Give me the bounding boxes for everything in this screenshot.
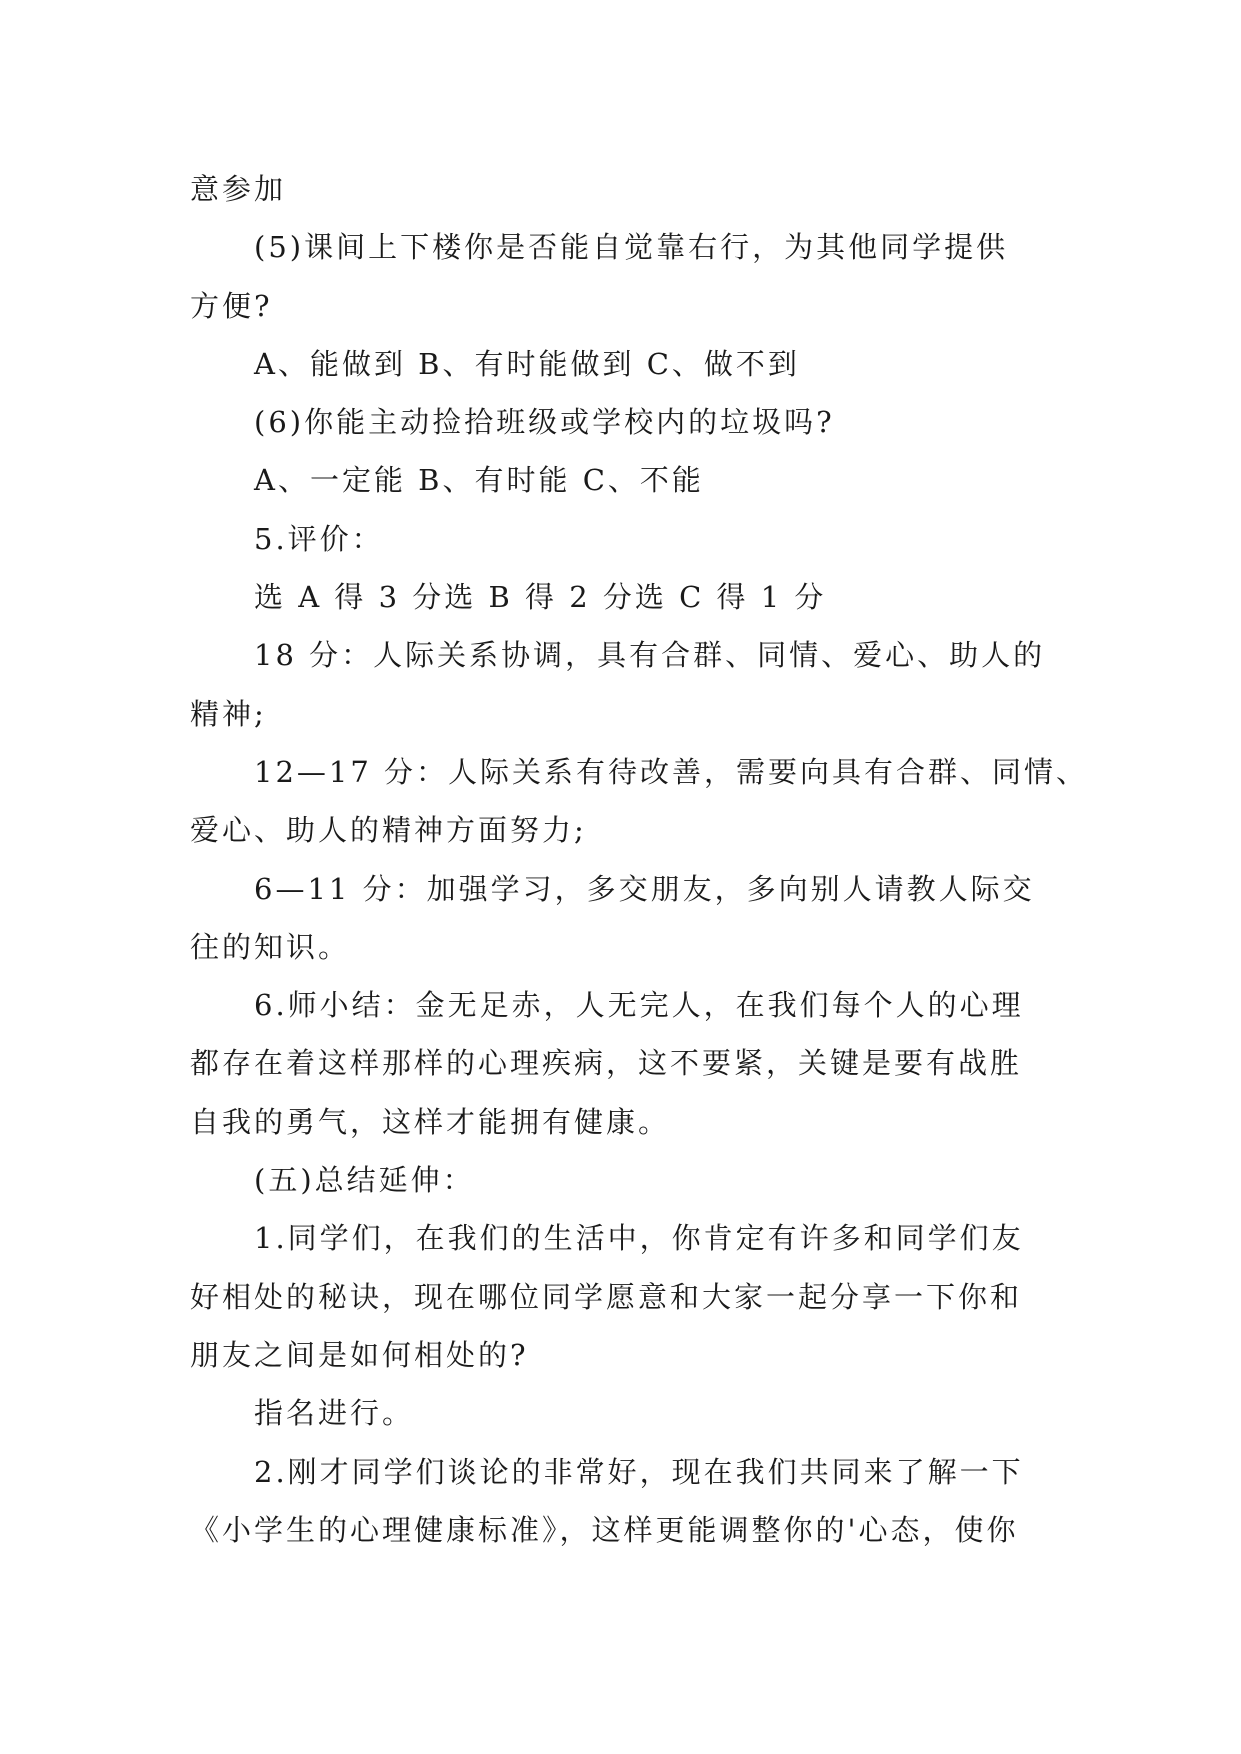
text-line: 5.评价： [254,521,384,556]
text-line: 好相处的秘诀，现在哪位同学愿意和大家一起分享一下你和 [190,1279,1023,1314]
text-line: 18 分：人际关系协调，具有合群、同情、爱心、助人的 [254,638,1046,673]
text-line: 选 A 得 3 分选 B 得 2 分选 C 得 1 分 [254,580,827,615]
text-line: 6—11 分：加强学习，多交朋友，多向别人请教人际交 [254,871,1035,906]
text-line: 意参加 [190,172,287,206]
text-line: A、能做到 B、有时能做到 C、做不到 [254,346,800,381]
text-line: A、一定能 B、有时能 C、不能 [254,463,704,498]
text-line: 1.同学们，在我们的生活中，你肯定有许多和同学们友 [254,1221,1024,1256]
text-line: 自我的勇气，这样才能拥有健康。 [190,1104,671,1139]
text-line: 朋友之间是如何相处的? [190,1337,529,1372]
text-line: 12—17 分：人际关系有待改善，需要向具有合群、同情、 [254,754,1089,789]
text-line: 方便? [190,288,273,323]
text-line: 2.刚才同学们谈论的非常好，现在我们共同来了解一下 [254,1454,1024,1489]
text-line: 往的知识。 [190,929,351,964]
text-line: (6)你能主动捡拾班级或学校内的垃圾吗? [254,405,835,440]
document-body [190,160,1089,1559]
text-line: 精神; [190,696,267,731]
text-line: (五)总结延伸： [254,1163,475,1198]
text-line: (5)课间上下楼你是否能自觉靠右行，为其他同学提供 [254,230,1009,265]
text-line: 爱心、助人的精神方面努力; [190,813,587,848]
text-line: 都存在着这样那样的心理疾病，这不要紧，关键是要有战胜 [190,1046,1023,1081]
text-line: 《小学生的心理健康标准》，这样更能调整你的'心态，使你 [190,1512,1019,1547]
text-line: 指名进行。 [254,1396,415,1431]
text-line: 6.师小结：金无足赤，人无完人，在我们每个人的心理 [254,988,1024,1023]
